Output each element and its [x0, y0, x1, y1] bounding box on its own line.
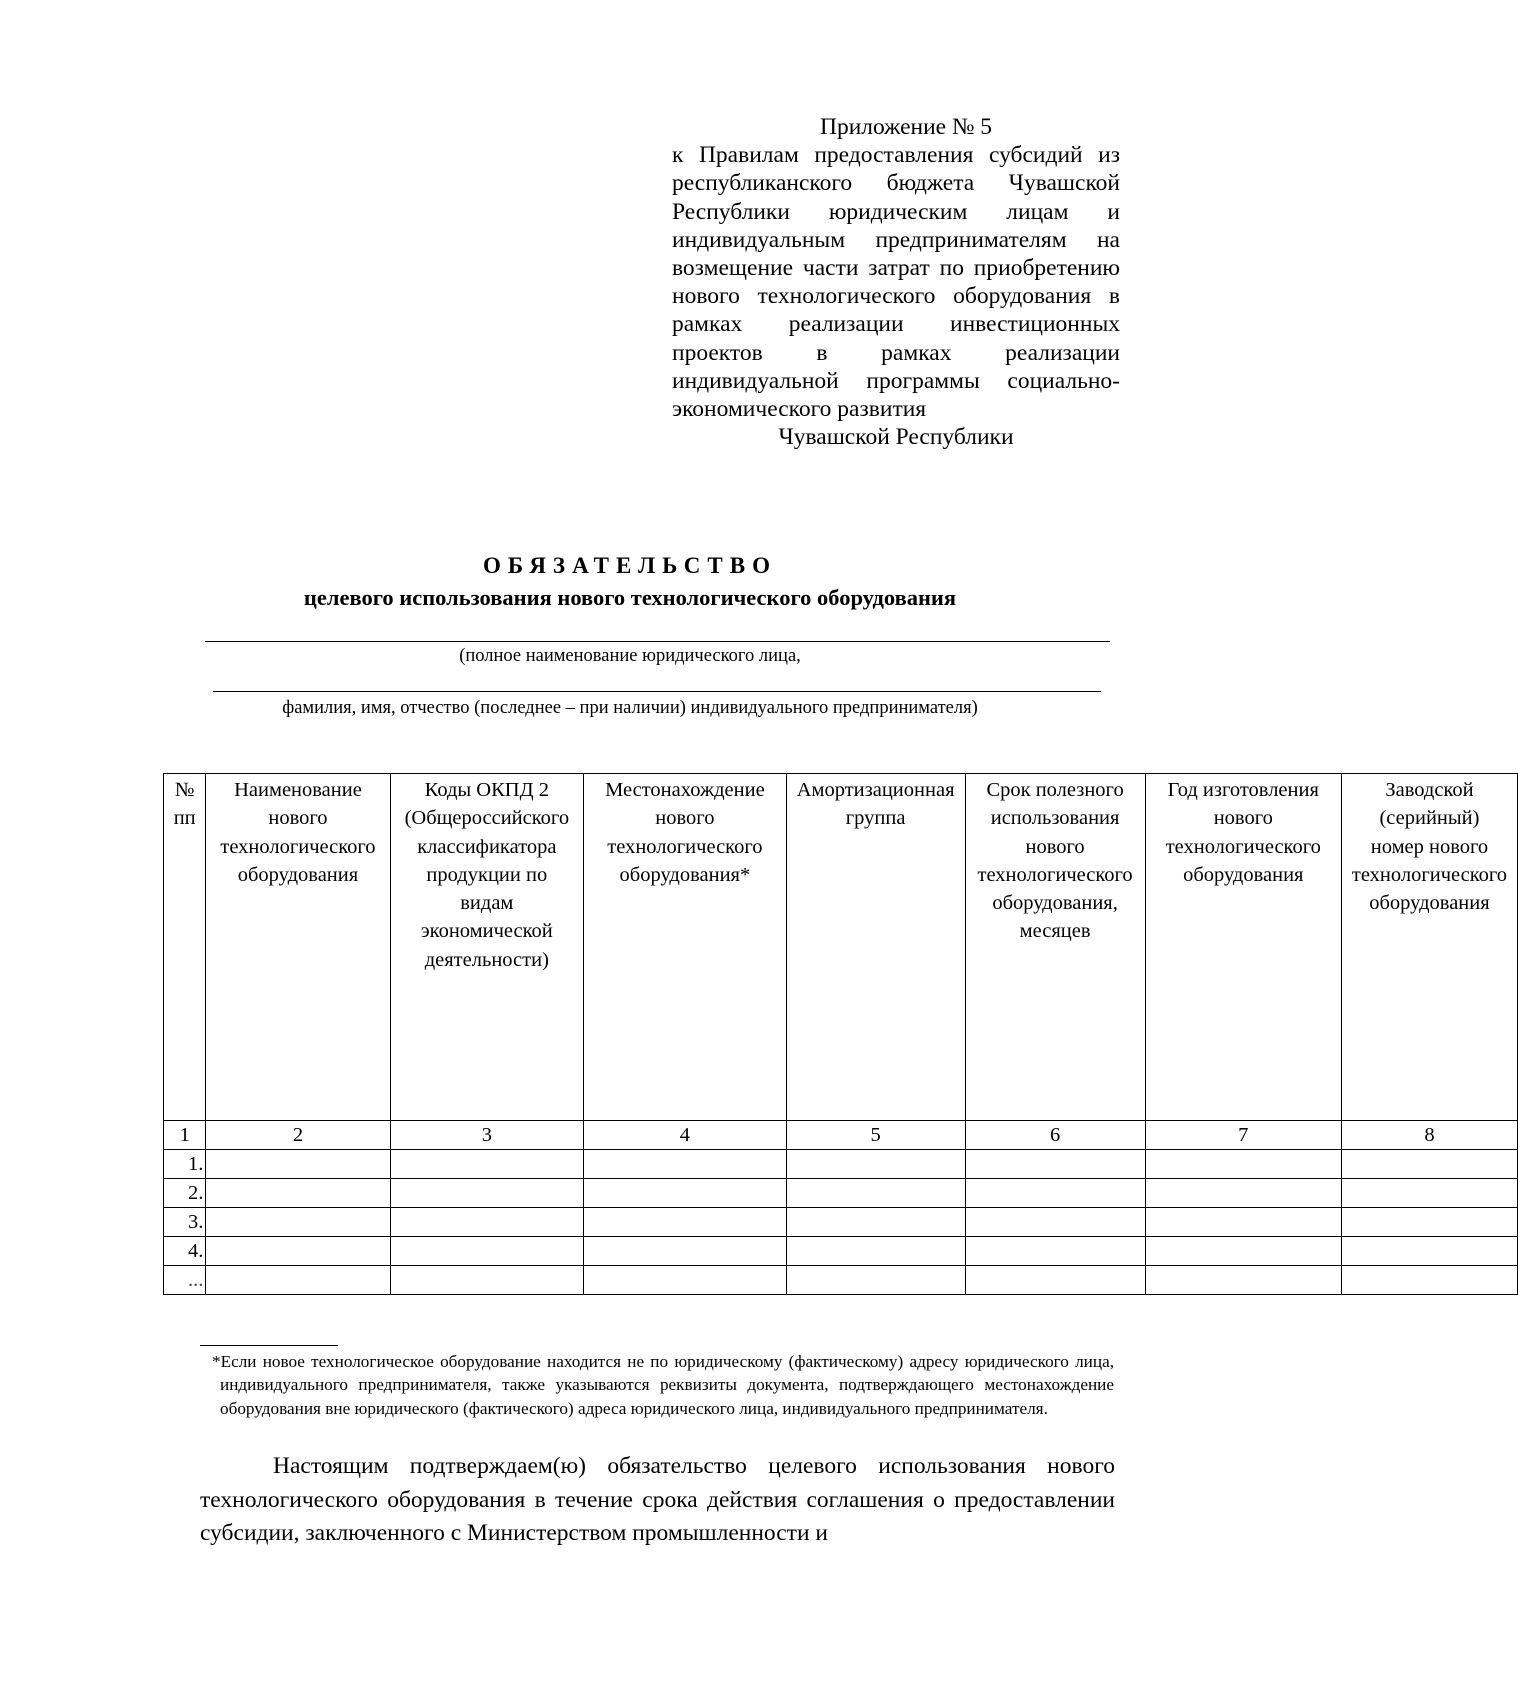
name-fill-line — [205, 641, 1110, 642]
equipment-table — [163, 773, 1518, 1295]
row-number: ... — [164, 1266, 206, 1295]
document-subtitle: целевого использования нового технологического оборудования — [303, 585, 957, 610]
table-row — [164, 1208, 1518, 1237]
row-number: 1. — [164, 1150, 206, 1179]
header-cell: Амортизационная группа — [786, 774, 965, 1121]
column-number: 8 — [1341, 1121, 1517, 1150]
footnote — [208, 1350, 1114, 1420]
document-title: ОБЯЗАТЕЛЬСТВО — [482, 553, 777, 578]
column-number: 7 — [1145, 1121, 1341, 1150]
table-row — [164, 1150, 1518, 1179]
appendix-body: к Правилам предоставления субсидий из республиканского бюджета Чувашской Республики юридическим лицам и индивидуальным предпринимателям на возмещение части затрат по приобретению нового технологического оборудования в рамках реализации инвестиционных проектов в рамках реализации индивидуальной программы социально-экономического развития — [672, 142, 1120, 423]
table-row — [164, 1179, 1518, 1208]
header-row — [164, 774, 1518, 1121]
header-cell: Заводской (серийный) номер нового технологического оборудования — [1341, 774, 1517, 1121]
body-paragraph: Настоящим подтверждаем(ю) обязательство целевого использования нового технологического оборудования в течение срока действия соглашения о предоставлении субсидии, заключенного с Министерством промышленности и — [200, 1453, 1115, 1547]
column-number: 6 — [965, 1121, 1145, 1150]
column-number: 4 — [584, 1121, 787, 1150]
appendix-title: Приложение № 5 — [819, 114, 993, 140]
footnote-text: *Если новое технологическое оборудование находится не по юридическому (фактическому) адресу юридического лица, индивидуального предпринимателя, также указываются реквизиты документа, подтверждающего местонахождение оборудования вне юридического (фактического) адреса юридического лица, индивидуального предпринимателя. — [212, 1352, 1114, 1418]
row-number: 3. — [164, 1208, 206, 1237]
row-number: 4. — [164, 1237, 206, 1266]
header-cell: Наименование нового технологического оборудования — [206, 774, 390, 1121]
column-number-row — [164, 1121, 1518, 1150]
row-number: 2. — [164, 1179, 206, 1208]
column-number: 2 — [206, 1121, 390, 1150]
appendix-block — [672, 113, 1120, 451]
column-number: 5 — [786, 1121, 965, 1150]
header-cell: Срок полезного использования нового технологического оборудования, месяцев — [965, 774, 1145, 1121]
column-number: 3 — [390, 1121, 584, 1150]
header-cell: № пп — [164, 774, 206, 1121]
table-row — [164, 1237, 1518, 1266]
column-number: 1 — [164, 1121, 206, 1150]
header-cell: Местонахождение нового технологического оборудования* — [584, 774, 787, 1121]
footnote-separator — [200, 1345, 338, 1346]
caption-entrepreneur: фамилия, имя, отчество (последнее – при наличии) индивидуального предпринимателя) — [282, 698, 978, 718]
caption-legal-entity: (полное наименование юридического лица, — [459, 646, 801, 666]
appendix-last-line: Чувашской Республики — [778, 424, 1014, 451]
name-fill-line-2 — [213, 691, 1101, 692]
header-cell: Коды ОКПД 2 (Общероссийского классификатора продукции по видам экономической деятельности) — [390, 774, 584, 1121]
table-row — [164, 1266, 1518, 1295]
header-cell: Год изготовления нового технологического оборудования — [1145, 774, 1341, 1121]
